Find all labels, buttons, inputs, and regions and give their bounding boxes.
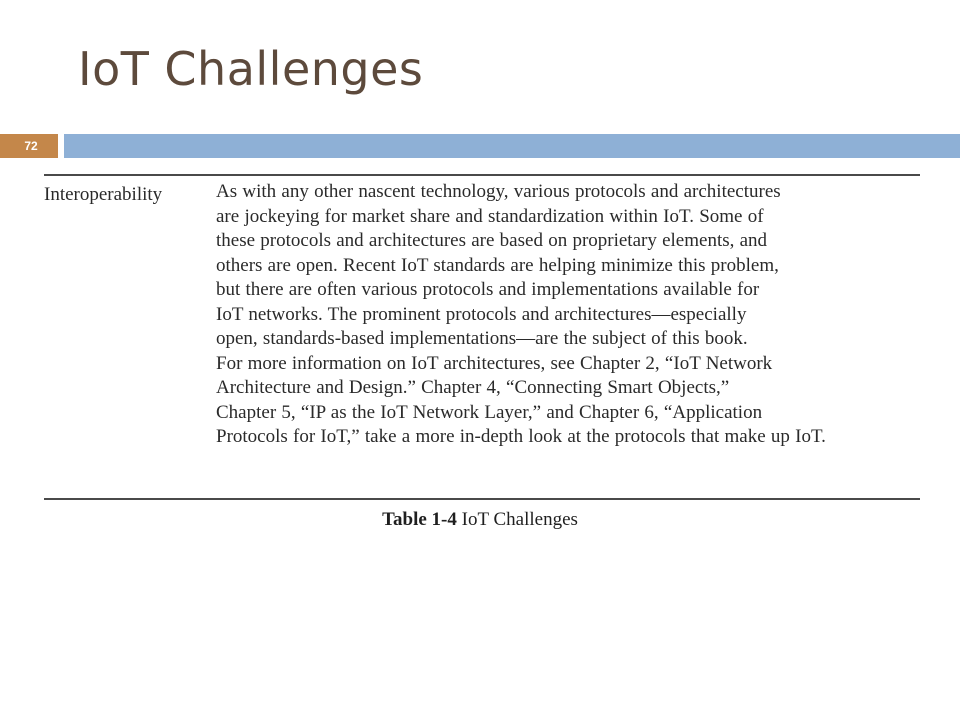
- description-line: others are open. Recent IoT standards are helping minimize this problem,: [216, 254, 779, 276]
- slide-number: 72: [24, 139, 38, 153]
- slide-number-badge: [0, 134, 58, 158]
- description-line: For more information on IoT architectures, see Chapter 2, “IoT Network: [216, 352, 773, 374]
- description-line: but there are often various protocols and implementations available for: [216, 279, 760, 300]
- description-line: Chapter 5, “IP as the IoT Network Layer,” and Chapter 6, “Application: [216, 401, 763, 423]
- description-line: are jockeying for market share and standardization within IoT. Some of: [216, 205, 764, 227]
- description-line: these protocols and architectures are based on proprietary elements, and: [216, 230, 768, 251]
- slide-title: IoT Challenges: [78, 42, 424, 96]
- description-line: Architecture and Design.” Chapter 4, “Connecting Smart Objects,”: [216, 377, 730, 398]
- description-line: Protocols for IoT,” take a more in-depth look at the protocols that make up IoT.: [216, 426, 826, 447]
- table-term: Interoperability: [44, 184, 163, 205]
- table-description: [216, 180, 826, 450]
- description-line: IoT networks. The prominent protocols and architectures—especially: [216, 303, 747, 325]
- table-top-rule: [44, 174, 920, 176]
- description-line: As with any other nascent technology, various protocols and architectures: [216, 181, 781, 202]
- header-bar: [64, 134, 960, 158]
- description-line: open, standards-based implementations—are the subject of this book.: [216, 328, 748, 349]
- table-caption: [0, 509, 960, 531]
- table-caption-label: Table 1-4: [382, 509, 457, 530]
- table-bottom-rule: [44, 498, 920, 500]
- table-caption-text: IoT Challenges: [461, 509, 578, 530]
